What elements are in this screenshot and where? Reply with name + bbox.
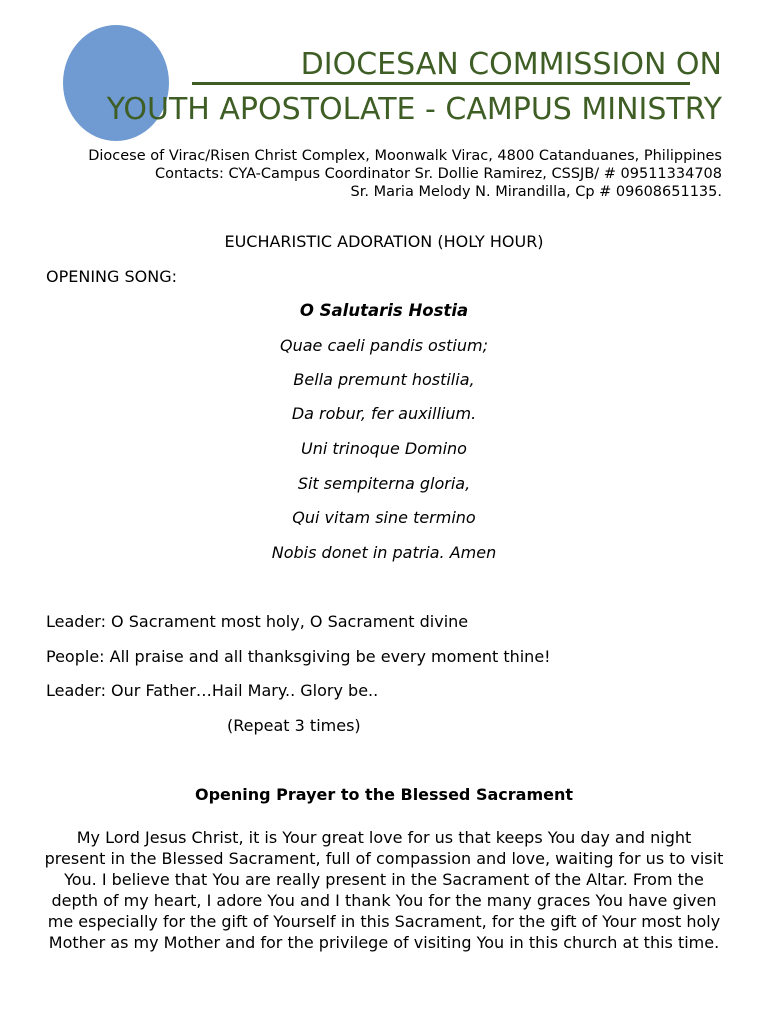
hymn-line: Quae caeli pandis ostium; [280, 336, 488, 355]
leader-line-1: Leader: O Sacrament most holy, O Sacrament divine [46, 612, 469, 631]
document-heading: EUCHARISTIC ADORATION (HOLY HOUR) [224, 232, 544, 251]
hymn-line: Da robur, fer auxillium. [291, 404, 477, 423]
leader-line-2: Leader: Our Father…Hail Mary.. Glory be.. [46, 681, 379, 700]
header-title-line2: YOUTH APOSTOLATE - CAMPUS MINISTRY [106, 92, 722, 127]
hymn-line: Nobis donet in patria. Amen [271, 543, 497, 562]
hymn-line: Qui vitam sine termino [292, 508, 476, 527]
repeat-note: (Repeat 3 times) [227, 716, 361, 735]
hymn-title: O Salutaris Hostia [299, 301, 469, 320]
header-address: Diocese of Virac/Risen Christ Complex, Moonwalk Virac, 4800 Catanduanes, Philippines [88, 148, 722, 164]
header-contact-1: Contacts: CYA-Campus Coordinator Sr. Dollie Ramirez, CSSJB/ # 09511334708 [155, 166, 722, 182]
people-line-1: People: All praise and all thanksgiving be every moment thine! [46, 647, 551, 666]
header-title-line1: DIOCESAN COMMISSION ON [300, 47, 722, 82]
header-contact-2: Sr. Maria Melody N. Mirandilla, Cp # 09608651135. [350, 184, 722, 200]
prayer-text: My Lord Jesus Christ, it is Your great love for us that keeps You day and night present in the Blessed Sacrament, full of compassion and love, waiting for us to visit You. I believe that You are really present in the Sacrament of the Altar. From the depth of my heart, I adore You and I thank You for the many graces You have given me especially for the gift of Yourself in this Sacrament, for the gift of Your most holy Mother as my Mother and for the privilege of visiting You in this church at this time. [44, 828, 724, 952]
opening-song-label: OPENING SONG: [46, 267, 177, 286]
prayer-title: Opening Prayer to the Blessed Sacrament [194, 785, 574, 804]
hymn-line: Bella premunt hostilia, [293, 370, 475, 389]
hymn-line: Uni trinoque Domino [301, 439, 467, 458]
hymn-line: Sit sempiterna gloria, [297, 474, 471, 493]
